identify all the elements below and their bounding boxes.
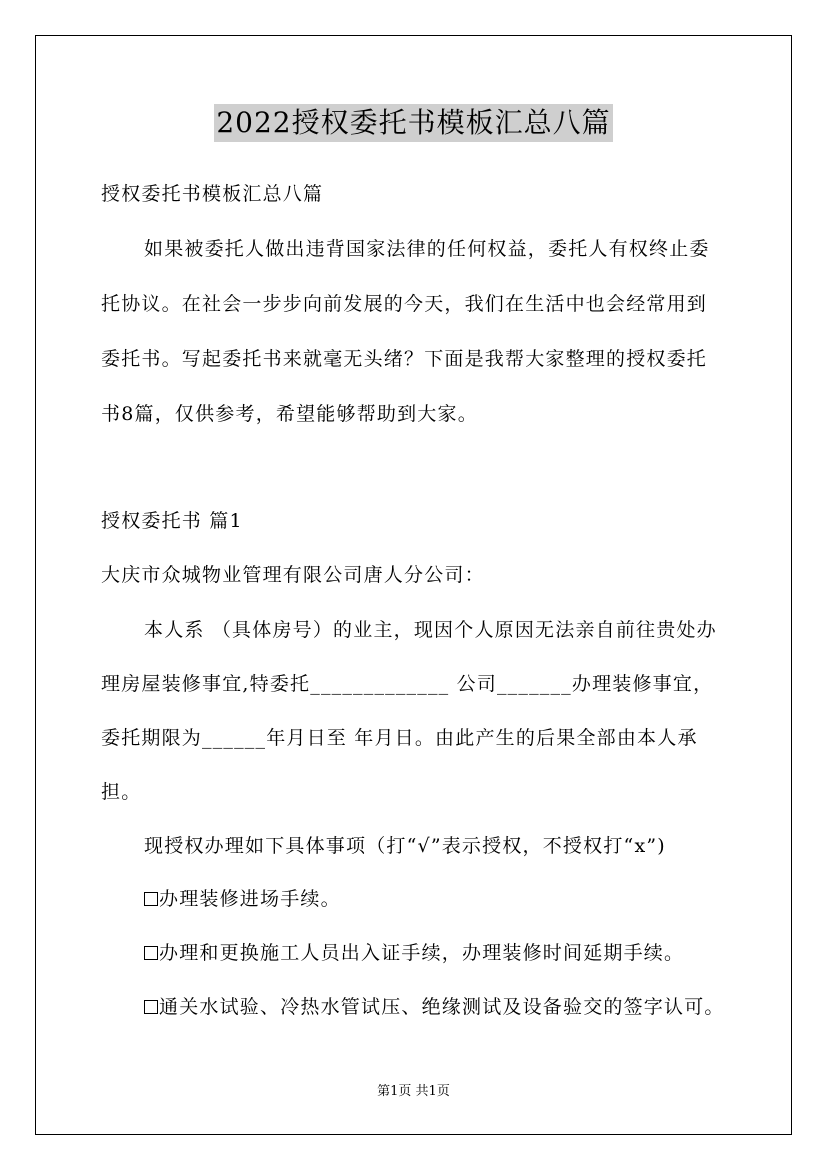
body-line-2: 理房屋装修事宜,特委托_____________ 公司_______办理装修事宜， xyxy=(101,673,714,695)
checklist-item xyxy=(144,993,725,1021)
intro-line-4: 书8篇，仅供参考，希望能够帮助到大家。 xyxy=(101,403,478,425)
body-line-3: 委托期限为______年月日至 年月日。由此产生的后果全部由本人承 xyxy=(101,727,698,749)
checklist-item-label: 办理和更换施工人员出入证手续，办理装修时间延期手续。 xyxy=(159,942,685,964)
body-line-1: 本人系 （具体房号）的业主，现因个人原因无法亲自前往贵处办 xyxy=(144,619,717,641)
title-container xyxy=(0,104,827,142)
section-heading: 授权委托书 篇1 xyxy=(101,510,243,532)
body-line-4: 担。 xyxy=(101,781,142,803)
document-title: 2022授权委托书模板汇总八篇 xyxy=(214,104,612,142)
checklist-item xyxy=(144,939,684,967)
page-footer: 第1页 共1页 xyxy=(377,1084,450,1099)
addressee: 大庆市众城物业管理有限公司唐人分公司： xyxy=(101,564,485,586)
checklist-item xyxy=(144,885,341,913)
intro-line-2: 托协议。在社会一步步向前发展的今天，我们在生活中也会经常用到 xyxy=(101,293,708,315)
checklist-item-label: 通关水试验、冷热水管试压、绝缘测试及设备验交的签字认可。 xyxy=(159,996,725,1018)
intro-line-1: 如果被委托人做出违背国家法律的任何权益，委托人有权终止委 xyxy=(144,238,710,260)
document-subtitle: 授权委托书模板汇总八篇 xyxy=(101,183,324,205)
checkbox-icon xyxy=(144,1000,158,1014)
checklist-item-label: 办理装修进场手续。 xyxy=(159,888,341,910)
authorization-note: 现授权办理如下具体事项（打“√”表示授权，不授权打“x”) xyxy=(144,835,666,857)
checkbox-icon xyxy=(144,892,158,906)
intro-line-3: 委托书。写起委托书来就毫无头绪？下面是我帮大家整理的授权委托 xyxy=(101,348,708,370)
checkbox-icon xyxy=(144,946,158,960)
